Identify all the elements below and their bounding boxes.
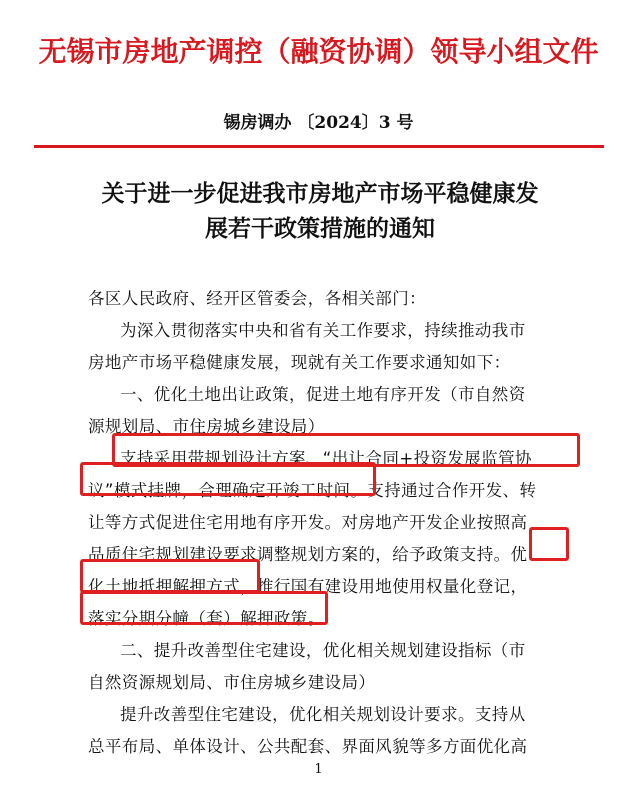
- body-line: 一、优化土地出让政策，促进土地有序开发（市自然资: [120, 385, 526, 404]
- page-number: 1: [314, 762, 323, 777]
- highlight-box-mortgage-method: [80, 559, 260, 593]
- body-line: 品质住宅规划建设要求调整规划方案的，给予政策支持。优: [88, 545, 528, 564]
- body-line: 房地产市场平稳健康发展，现就有关工作要求通知如下：: [88, 353, 511, 372]
- highlight-box-bid-model-continued: [80, 462, 376, 496]
- notice-title-line-2: 展若干政策措施的通知: [205, 216, 435, 242]
- body-line: 各区人民政府、经开区管委会，各相关部门：: [88, 289, 426, 308]
- issuing-authority-title: 无锡市房地产调控（融资协调）领导小组文件: [38, 35, 599, 68]
- body-line: 源规划局、市住房城乡建设局）: [88, 417, 325, 436]
- highlight-box-phased-release: [80, 591, 328, 625]
- highlight-box-mortgage-start: [529, 527, 569, 561]
- body-line: 化土地抵押解押方式，推行国有建设用地使用权量化登记，: [88, 577, 528, 596]
- document-number: 锡房调办 〔2024〕3 号: [223, 113, 414, 133]
- body-line: 总平布局、单体设计、公共配套、界面风貌等多方面优化高: [88, 737, 528, 756]
- body-line: 二、提升改善型住宅建设，优化相关规划建设指标（市: [120, 641, 526, 660]
- red-divider-line: [34, 145, 604, 148]
- body-line: 落实分期分幢（套）解押政策。: [88, 609, 325, 628]
- body-line: 议”模式挂牌，合理确定开竣工时间。支持通过合作开发、转: [88, 481, 537, 500]
- notice-title-line-1: 关于进一步促进我市房地产市场平稳健康发: [101, 181, 539, 207]
- body-line: 支持采用带规划设计方案、“出让合同+投资发展监管协: [120, 449, 532, 468]
- body-line: 提升改善型住宅建设，优化相关规划设计要求。支持从: [120, 705, 526, 724]
- body-line: 自然资源规划局、市住房城乡建设局）: [88, 673, 376, 692]
- body-line: 为深入贯彻落实中央和省有关工作要求，持续推动我市: [120, 321, 526, 340]
- body-line: 让等方式促进住宅用地有序开发。对房地产开发企业按照高: [88, 513, 528, 532]
